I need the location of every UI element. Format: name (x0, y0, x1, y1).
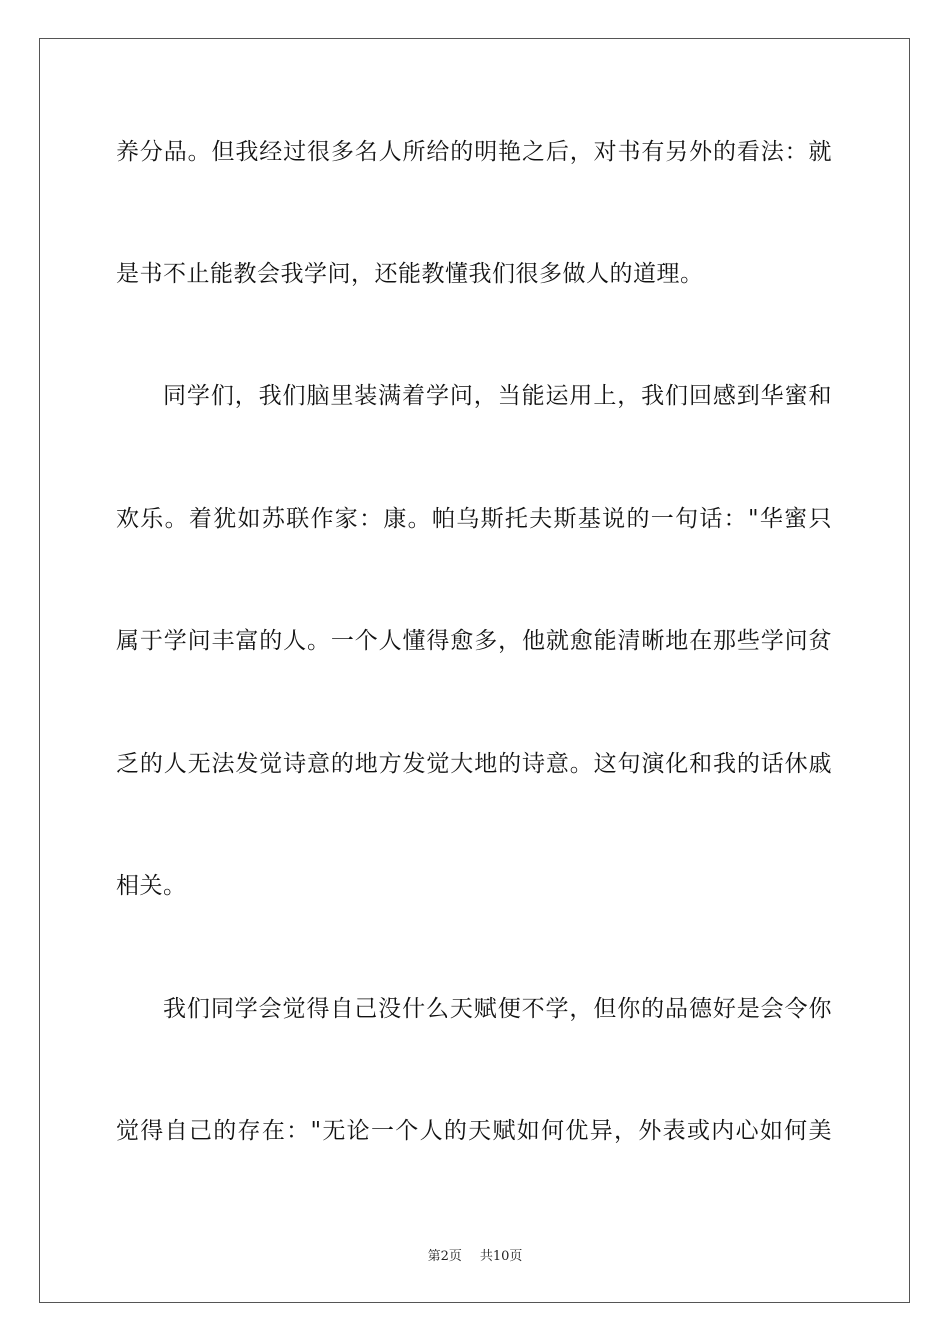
page-footer (0, 1248, 950, 1266)
paragraph-line: 是书不止能教会我学问，还能教懂我们很多做人的道理。 (116, 261, 704, 287)
page-border (39, 38, 910, 1303)
page-total: 共10页 (479, 1249, 523, 1264)
paragraph-line: 乏的人无法发觉诗意的地方发觉大地的诗意。这句演化和我的话休戚 (116, 751, 832, 777)
paragraph-line: 相关。 (116, 873, 187, 899)
paragraph-line: 欢乐。着犹如苏联作家：康。帕乌斯托夫斯基说的一句话："华蜜只 (116, 506, 832, 532)
paragraph-line: 属于学问丰富的人。一个人懂得愈多，他就愈能清晰地在那些学问贫 (116, 628, 832, 654)
paragraph-line: 我们同学会觉得自己没什么天赋便不学，但你的品德好是会令你 (163, 996, 832, 1022)
paragraph-line: 同学们，我们脑里装满着学问，当能运用上，我们回感到华蜜和 (163, 383, 832, 409)
paragraph-line: 觉得自己的存在："无论一个人的天赋如何优异，外表或内心如何美 (116, 1118, 832, 1144)
page-number: 第2页 (427, 1249, 462, 1264)
paragraph-line: 养分品。但我经过很多名人所给的明艳之后，对书有另外的看法：就 (116, 139, 832, 165)
